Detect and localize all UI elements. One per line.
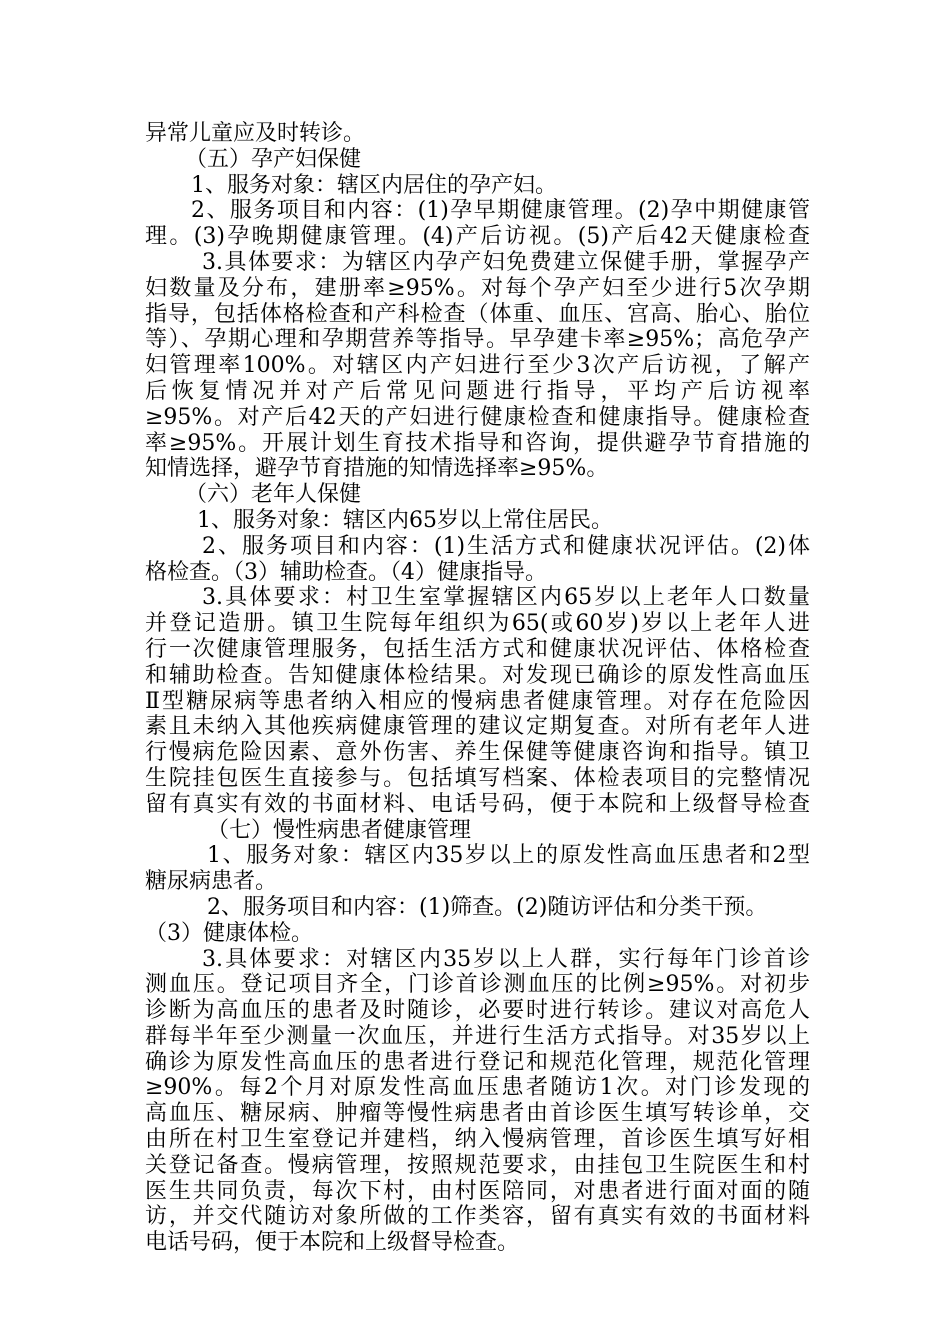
text-line-3: 1、服务对象：辖区内居住的孕产妇。 xyxy=(191,172,557,198)
text-line-5: 理。(3)孕晚期健康管理。(4)产后访视。(5)产后42天健康检查 xyxy=(145,224,810,250)
text-line-7: 妇数量及分布，建册率≥95%。对每个孕产妇至少进行5次孕期 xyxy=(145,275,810,301)
text-line-13: 率≥95%。开展计划生育技术指导和咨询，提供避孕节育措施的 xyxy=(145,430,810,456)
text-line-32: （3）健康体检。 xyxy=(145,920,313,946)
text-line-14: 知情选择，避孕节育措施的知情选择率≥95%。 xyxy=(145,456,609,482)
text-line-30: 糖尿病患者。 xyxy=(145,869,278,895)
text-line-38: ≥90%。每2个月对原发性高血压患者随访1次。对门诊发现的 xyxy=(145,1075,810,1101)
text-line-24: 素且未纳入其他疾病健康管理的建议定期复查。对所有老年人进 xyxy=(145,714,810,740)
text-line-4: 2、服务项目和内容：(1)孕早期健康管理。(2)孕中期健康管 xyxy=(191,198,810,224)
text-line-35: 诊断为高血压的患者及时随诊，必要时进行转诊。建议对高危人 xyxy=(145,998,810,1024)
text-line-11: 后恢复情况并对产后常见问题进行指导，平均产后访视率 xyxy=(145,378,810,404)
text-line-27: 留有真实有效的书面材料、电话号码，便于本院和上级督导检查 xyxy=(145,791,810,817)
text-line-6: 3.具体要求：为辖区内孕产妇免费建立保健手册，掌握孕产 xyxy=(202,249,810,275)
text-line-20: 并登记造册。镇卫生院每年组织为65(或60岁)岁以上老年人进 xyxy=(145,611,810,637)
text-line-43: 访，并交代随访对象所做的工作类容，留有真实有效的书面材料 xyxy=(145,1204,810,1230)
text-line-10: 妇管理率100%。对辖区内产妇进行至少3次产后访视，了解产 xyxy=(145,353,810,379)
text-line-31: 2、服务项目和内容：(1)筛查。(2)随访评估和分类干预。 xyxy=(207,894,768,920)
text-line-16: 1、服务对象：辖区内65岁以上常住居民。 xyxy=(197,507,613,533)
text-line-40: 由所在村卫生室登记并建档，纳入慢病管理，首诊医生填写好相 xyxy=(145,1127,810,1153)
document-page xyxy=(145,121,810,1256)
text-line-9: 等）、孕期心理和孕期营养等指导。早孕建卡率≥95%；高危孕产 xyxy=(145,327,810,353)
heading-section-7: （七）慢性病患者健康管理 xyxy=(207,817,472,843)
text-line-8: 指导，包括体格检查和产科检查（体重、血压、宫高、胎心、胎位 xyxy=(145,301,810,327)
text-line-18: 格检查。（3）辅助检查。（4）健康指导。 xyxy=(145,559,547,585)
text-line-19: 3.具体要求：村卫生室掌握辖区内65岁以上老年人口数量 xyxy=(202,585,810,611)
text-line-39: 高血压、糖尿病、肿瘤等慢性病患者由首诊医生填写转诊单，交 xyxy=(145,1101,810,1127)
heading-section-5: （五）孕产妇保健 xyxy=(185,146,362,172)
text-line-37: 确诊为原发性高血压的患者进行登记和规范化管理，规范化管理 xyxy=(145,1049,810,1075)
text-line-26: 生院挂包医生直接参与。包括填写档案、体检表项目的完整情况 xyxy=(145,765,810,791)
text-line-36: 群每半年至少测量一次血压，并进行生活方式指导。对35岁以上 xyxy=(145,1023,810,1049)
text-line-42: 医生共同负责，每次下村，由村医陪同，对患者进行面对面的随 xyxy=(145,1178,810,1204)
text-line-29: 1、服务对象：辖区内35岁以上的原发性高血压患者和2型 xyxy=(207,843,810,869)
text-line-23: Ⅱ型糖尿病等患者纳入相应的慢病患者健康管理。对存在危险因 xyxy=(145,688,810,714)
text-line-1: 异常儿童应及时转诊。 xyxy=(145,121,366,146)
text-line-25: 行慢病危险因素、意外伤害、养生保健等健康咨询和指导。镇卫 xyxy=(145,740,810,766)
text-line-44: 电话号码，便于本院和上级督导检查。 xyxy=(145,1230,520,1256)
text-line-22: 和辅助检查。告知健康体检结果。对发现已确诊的原发性高血压 xyxy=(145,662,810,688)
text-line-17: 2、服务项目和内容：(1)生活方式和健康状况评估。(2)体 xyxy=(202,533,810,559)
text-line-34: 测血压。登记项目齐全，门诊首诊测血压的比例≥95%。对初步 xyxy=(145,972,810,998)
text-line-41: 关登记备查。慢病管理，按照规范要求，由挂包卫生院医生和村 xyxy=(145,1152,810,1178)
text-line-33: 3.具体要求：对辖区内35岁以上人群，实行每年门诊首诊 xyxy=(202,946,810,972)
text-line-12: ≥95%。对产后42天的产妇进行健康检查和健康指导。健康检查 xyxy=(145,404,810,430)
text-line-21: 行一次健康管理服务，包括生活方式和健康状况评估、体格检查 xyxy=(145,636,810,662)
heading-section-6: （六）老年人保健 xyxy=(185,482,362,508)
